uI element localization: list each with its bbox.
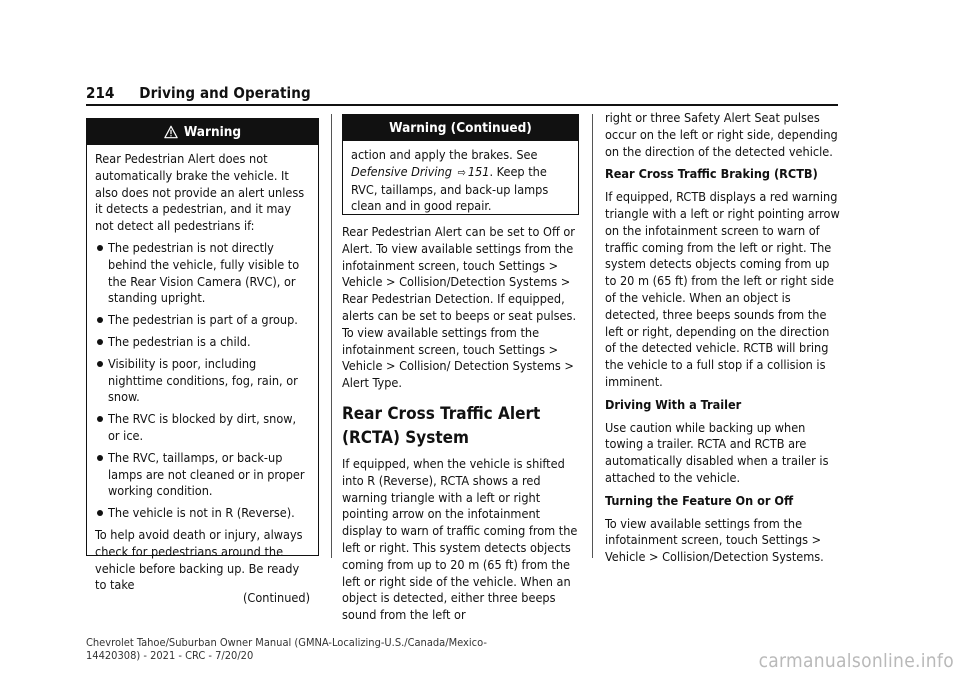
header-rule [86, 104, 838, 106]
middle-column [342, 224, 580, 630]
paragraph: To view available settings from the infotainment screen, touch Settings > Vehicle > Collision/Detection Systems. [605, 515, 824, 565]
paragraph: Rear Pedestrian Alert can be set to Off or Alert. To view available settings from the infotainment screen, touch Settings > Vehicle > Collision/Detection Systems > Rear Pedestrian Detection. If equipped, alerts can be set to beeps or seat pulses. To view available settings from the infotainment screen, touch Settings > Vehicle > Collision/ Detection Systems > Alert Type. [342, 224, 577, 391]
warning-box-pedestrian [86, 118, 319, 606]
warning-intro: Rear Pedestrian Alert does not automatically brake the vehicle. It also does not provide an alert unless it detects a pedestrian, and it may not detect all pedestrians if: [95, 151, 305, 234]
watermark: carmanualsonline.info [758, 650, 954, 672]
paragraph: If equipped, RCTB displays a red warning triangle with a left or right pointing arrow on the infotainment screen to warn of traffic coming from the left or right. The system detects objects coming from up to 20 m (65 ft) from the left or right side of the vehicle. When an object is detected, three beeps sounds from the left or right, depending on the direction of the detected vehicle. RCTB will bring the vehicle to a full stop if a collision is imminent. [605, 189, 840, 389]
warning-text: . Keep the RVC, taillamps, and back-up lamps clean and in good repair. [351, 163, 549, 214]
page-header [86, 84, 311, 102]
warning-box-continued [342, 114, 579, 215]
section-heading: Rear Cross Traffic Alert (RCTA) System [342, 403, 541, 448]
subheading: Driving With a Trailer [605, 396, 742, 412]
right-column [605, 110, 840, 572]
warning-bullet-list [95, 240, 310, 522]
bullet-item: The RVC is blocked by dirt, snow, or ice. [95, 411, 310, 445]
subheading: Turning the Feature On or Off [605, 492, 794, 508]
bullet-item: The pedestrian is not directly behind the vehicle, fully visible to the Rear Vision Camera (RVC), or standing upright. [95, 240, 310, 307]
warning-text: action and apply the brakes. See [351, 147, 538, 162]
cross-reference-link[interactable]: Defensive Driving [351, 163, 452, 179]
page-number: 214 [86, 84, 115, 102]
continued-label: (Continued) [243, 590, 310, 606]
paragraph: right or three Safety Alert Seat pulses occur on the left or right side, depending on the direction of the detected vehicle. [605, 110, 838, 159]
warning-header [343, 115, 578, 141]
footer-text: Chevrolet Tahoe/Suburban Owner Manual (GMNA-Localizing-U.S./Canada/Mexico- [86, 636, 487, 649]
warning-body [343, 141, 578, 219]
column-divider-2 [592, 114, 593, 558]
paragraph: Use caution while backing up when towing a trailer. RCTA and RCTB are automatically disabled when a trailer is attached to the vehicle. [605, 419, 829, 485]
warning-title: Warning (Continued) [389, 120, 532, 136]
footer-left [86, 636, 487, 662]
warning-header [87, 119, 318, 145]
warning-triangle-icon [164, 125, 178, 139]
bullet-item: The vehicle is not in R (Reverse). [95, 505, 310, 522]
bullet-item: The RVC, taillamps, or back-up lamps are not cleaned or in proper working condition. [95, 450, 310, 500]
bullet-item: Visibility is poor, including nighttime conditions, fog, rain, or snow. [95, 356, 310, 406]
page-reference-icon: ⇨ [457, 165, 466, 179]
subheading: Rear Cross Traffic Braking (RCTB) [605, 166, 818, 182]
column-divider-1 [331, 114, 332, 558]
warning-body [87, 145, 318, 609]
section-title: Driving and Operating [139, 84, 311, 102]
bullet-item: The pedestrian is a child. [95, 334, 310, 351]
reference-page-number[interactable]: 151 [467, 163, 490, 179]
footer-text: 14420308) - 2021 - CRC - 7/20/20 [86, 649, 254, 662]
warning-title: Warning [183, 124, 242, 140]
bullet-item: The pedestrian is part of a group. [95, 312, 310, 329]
paragraph: If equipped, when the vehicle is shifted into R (Reverse), RCTA shows a red warning triangle with a left or right pointing arrow on the infotainment display to warn of traffic coming from the left or right. This system detects objects coming from up to 20 m (65 ft) from the left or right side of the vehicle. When an object is detected, either three beeps sound from the left or [342, 455, 578, 623]
warning-closing: To help avoid death or injury, always check for pedestrians around the vehicle before backing up. Be ready to take [95, 526, 303, 593]
